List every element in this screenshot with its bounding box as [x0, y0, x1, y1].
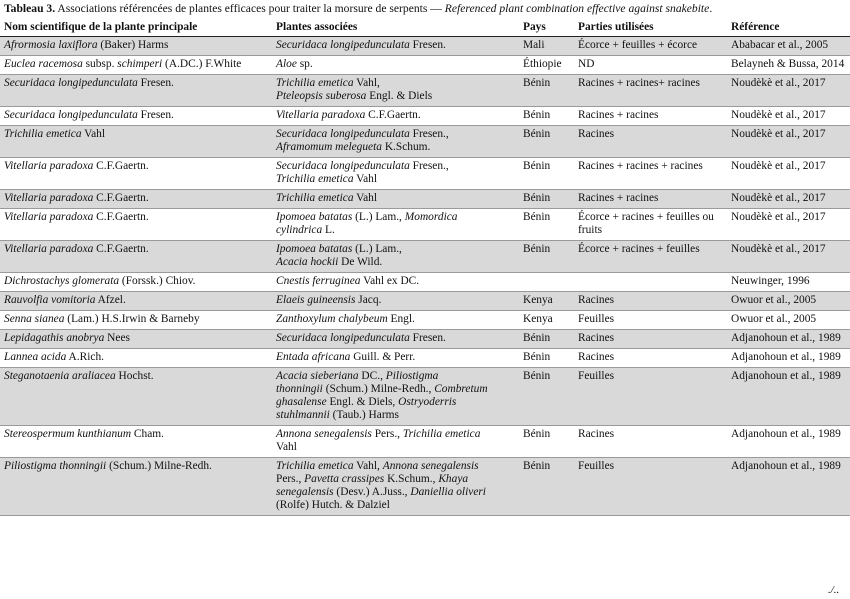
main-plant-cell: [0, 273, 272, 292]
main-plant-cell: [0, 190, 272, 209]
parts-used-cell: Racines + racines: [574, 107, 727, 126]
table-header-row: [0, 19, 850, 37]
scientific-name: Lepidagathis anobrya: [4, 332, 105, 344]
name-text: Engl. & Diels: [366, 90, 433, 102]
table-row: [0, 209, 850, 241]
scientific-name: Stereospermum kunthianum: [4, 428, 132, 440]
reference-cell: Ababacar et al., 2005: [727, 37, 850, 56]
associated-plants-cell: [272, 273, 519, 292]
main-plant-cell: [0, 209, 272, 241]
name-text: Vahl: [276, 441, 297, 453]
name-text: sp.: [296, 58, 313, 70]
table-row: [0, 158, 850, 190]
parts-used-cell: Feuilles: [574, 458, 727, 516]
parts-used-cell: Écorce + racines + feuilles ou fruits: [574, 209, 727, 241]
reference-cell: Adjanohoun et al., 1989: [727, 330, 850, 349]
table-row: [0, 458, 850, 516]
reference-cell: Owuor et al., 2005: [727, 292, 850, 311]
scientific-name: stuhlmannii: [276, 409, 330, 421]
plant-association-table: [0, 19, 850, 516]
scientific-name: Lannea acida: [4, 351, 67, 363]
reference-cell: Noudèkè et al., 2017: [727, 158, 850, 190]
name-text: Jacq.: [355, 294, 382, 306]
scientific-name: Securidaca longipedunculata: [276, 39, 410, 51]
scientific-name: Trichilia emetica: [276, 77, 354, 89]
table-row: [0, 368, 850, 426]
header-reference: Référence: [727, 19, 850, 37]
scientific-name: Annona senegalensis: [382, 460, 479, 472]
associated-plants-cell: [272, 107, 519, 126]
name-text: (A.DC.) F.White: [162, 58, 242, 70]
table-row: [0, 37, 850, 56]
table-row: [0, 330, 850, 349]
country-cell: Bénin: [519, 190, 574, 209]
scientific-name: Vitellaria paradoxa: [4, 160, 94, 172]
table-row: [0, 241, 850, 273]
main-plant-cell: [0, 292, 272, 311]
country-cell: Kenya: [519, 292, 574, 311]
name-text: C.F.Gaertn.: [93, 211, 149, 223]
country-cell: Éthiopie: [519, 56, 574, 75]
scientific-name: Securidaca longipedunculata: [4, 109, 138, 121]
country-cell: Bénin: [519, 209, 574, 241]
scientific-name: ghasalense: [276, 396, 327, 408]
name-text: Fresen.: [137, 109, 174, 121]
name-text: subsp.: [82, 58, 118, 70]
name-text: (Schum.) Milne-Redh.: [106, 460, 212, 472]
country-cell: Bénin: [519, 368, 574, 426]
name-text: (L.) Lam.,: [352, 211, 405, 223]
scientific-name: Securidaca longipedunculata: [4, 77, 138, 89]
name-text: Fresen.: [409, 39, 446, 51]
name-text: Fresen.,: [409, 160, 449, 172]
header-parts-used: Parties utilisées: [574, 19, 727, 37]
name-text: Vahl: [353, 192, 378, 204]
main-plant-cell: [0, 75, 272, 107]
name-text: Guill. & Perr.: [350, 351, 416, 363]
country-cell: Bénin: [519, 75, 574, 107]
name-text: (Schum.) Milne-Redh.,: [322, 383, 435, 395]
name-text: (Rolfe) Hutch. & Dalziel: [276, 499, 390, 511]
scientific-name: Ipomoea batatas: [276, 243, 353, 255]
name-text: C.F.Gaertn.: [93, 192, 149, 204]
parts-used-cell: Racines: [574, 426, 727, 458]
scientific-name: Euclea racemosa: [4, 58, 83, 70]
scientific-name: Momordica: [404, 211, 458, 223]
name-text: Engl.: [387, 313, 415, 325]
scientific-name: Ipomoea batatas: [276, 211, 353, 223]
scientific-name: Elaeis guineensis: [276, 294, 356, 306]
name-text: Pers.,: [371, 428, 403, 440]
reference-cell: Belayneh & Bussa, 2014: [727, 56, 850, 75]
scientific-name: Senna sianea: [4, 313, 65, 325]
associated-plants-cell: [272, 292, 519, 311]
header-main-plant: Nom scientifique de la plante principale: [0, 19, 272, 37]
name-text: Pers.,: [276, 473, 305, 485]
parts-used-cell: Racines + racines: [574, 190, 727, 209]
scientific-name: Entada africana: [276, 351, 351, 363]
table-row: [0, 273, 850, 292]
main-plant-cell: [0, 107, 272, 126]
reference-cell: Noudèkè et al., 2017: [727, 241, 850, 273]
associated-plants-cell: [272, 158, 519, 190]
parts-used-cell: Feuilles: [574, 368, 727, 426]
associated-plants-cell: [272, 426, 519, 458]
reference-cell: Adjanohoun et al., 1989: [727, 368, 850, 426]
name-text: Engl. & Diels,: [326, 396, 399, 408]
country-cell: Bénin: [519, 426, 574, 458]
reference-cell: Noudèkè et al., 2017: [727, 126, 850, 158]
name-text: (Lam.) H.S.Irwin & Barneby: [64, 313, 200, 325]
name-text: C.F.Gaertn.: [93, 160, 149, 172]
country-cell: Bénin: [519, 330, 574, 349]
scientific-name: Securidaca longipedunculata: [276, 160, 410, 172]
country-cell: Bénin: [519, 107, 574, 126]
associated-plants-cell: [272, 75, 519, 107]
scientific-name: Combretum: [434, 383, 488, 395]
associated-plants-cell: [272, 37, 519, 56]
scientific-name: Trichilia emetica: [4, 128, 82, 140]
country-cell: Bénin: [519, 158, 574, 190]
reference-cell: Noudèkè et al., 2017: [727, 190, 850, 209]
table-row: [0, 190, 850, 209]
continuation-mark: ./..: [828, 584, 840, 596]
table-row: [0, 75, 850, 107]
table-caption: [4, 2, 846, 16]
main-plant-cell: [0, 37, 272, 56]
name-text: Vahl: [353, 173, 378, 185]
name-text: (Desv.) A.Juss.,: [333, 486, 411, 498]
scientific-name: schimperi: [117, 58, 163, 70]
name-text: (Baker) Harms: [97, 39, 169, 51]
main-plant-cell: [0, 368, 272, 426]
name-text: (Forssk.) Chiov.: [119, 275, 196, 287]
name-text: DC.,: [358, 370, 386, 382]
associated-plants-cell: [272, 190, 519, 209]
parts-used-cell: Racines: [574, 292, 727, 311]
scientific-name: Khaya: [438, 473, 469, 485]
country-cell: Bénin: [519, 241, 574, 273]
main-plant-cell: [0, 311, 272, 330]
name-text: K.Schum.,: [384, 473, 439, 485]
parts-used-cell: Écorce + feuilles + écorce: [574, 37, 727, 56]
scientific-name: Piliostigma thonningii: [4, 460, 107, 472]
reference-cell: Adjanohoun et al., 1989: [727, 458, 850, 516]
scientific-name: Steganotaenia araliacea: [4, 370, 116, 382]
name-text: (L.) Lam.,: [352, 243, 402, 255]
table-row: [0, 292, 850, 311]
name-text: A.Rich.: [66, 351, 104, 363]
name-text: Hochst.: [115, 370, 154, 382]
scientific-name: Vitellaria paradoxa: [4, 211, 94, 223]
reference-cell: Noudèkè et al., 2017: [727, 75, 850, 107]
scientific-name: Vitellaria paradoxa: [276, 109, 366, 121]
scientific-name: Acacia hockii: [276, 256, 339, 268]
scientific-name: Trichilia emetica: [276, 173, 354, 185]
main-plant-cell: [0, 426, 272, 458]
scientific-name: Dichrostachys glomerata: [4, 275, 120, 287]
associated-plants-cell: [272, 126, 519, 158]
table-row: [0, 126, 850, 158]
scientific-name: Cnestis ferruginea: [276, 275, 361, 287]
scientific-name: Afrormosia laxiflora: [4, 39, 98, 51]
scientific-name: senegalensis: [276, 486, 334, 498]
table-row: [0, 107, 850, 126]
caption-english: Referenced plant combination effective against snakebite: [444, 2, 710, 15]
associated-plants-cell: [272, 56, 519, 75]
scientific-name: Vitellaria paradoxa: [4, 192, 94, 204]
country-cell: Bénin: [519, 458, 574, 516]
parts-used-cell: Racines + racines+ racines: [574, 75, 727, 107]
table-row: [0, 56, 850, 75]
caption-label: Tableau 3.: [4, 2, 56, 15]
reference-cell: Noudèkè et al., 2017: [727, 209, 850, 241]
country-cell: Bénin: [519, 126, 574, 158]
scientific-name: Trichilia emetica: [276, 460, 354, 472]
name-text: Fresen.: [409, 332, 446, 344]
main-plant-cell: [0, 158, 272, 190]
parts-used-cell: Racines + racines + racines: [574, 158, 727, 190]
reference-cell: Neuwinger, 1996: [727, 273, 850, 292]
scientific-name: Daniellia oliveri: [410, 486, 486, 498]
parts-used-cell: [574, 273, 727, 292]
scientific-name: Piliostigma: [385, 370, 439, 382]
name-text: Vahl: [81, 128, 106, 140]
scientific-name: cylindrica: [276, 224, 323, 236]
name-text: Fresen.,: [409, 128, 449, 140]
scientific-name: Aframomum melegueta: [276, 141, 382, 153]
scientific-name: Vitellaria paradoxa: [4, 243, 94, 255]
table-row: [0, 349, 850, 368]
name-text: Vahl,: [353, 77, 380, 89]
associated-plants-cell: [272, 330, 519, 349]
scientific-name: thonningii: [276, 383, 323, 395]
parts-used-cell: Racines: [574, 349, 727, 368]
name-text: Vahl,: [353, 460, 383, 472]
table-row: [0, 311, 850, 330]
associated-plants-cell: [272, 209, 519, 241]
parts-used-cell: Feuilles: [574, 311, 727, 330]
caption-end: .: [709, 2, 713, 15]
main-plant-cell: [0, 56, 272, 75]
associated-plants-cell: [272, 368, 519, 426]
name-text: K.Schum.: [381, 141, 431, 153]
associated-plants-cell: [272, 241, 519, 273]
scientific-name: Aloe: [276, 58, 297, 70]
country-cell: [519, 273, 574, 292]
reference-cell: Noudèkè et al., 2017: [727, 107, 850, 126]
associated-plants-cell: [272, 349, 519, 368]
main-plant-cell: [0, 126, 272, 158]
scientific-name: Securidaca longipedunculata: [276, 332, 410, 344]
scientific-name: Trichilia emetica: [276, 192, 354, 204]
name-text: De Wild.: [338, 256, 383, 268]
main-plant-cell: [0, 330, 272, 349]
table-body: [0, 37, 850, 516]
scientific-name: Acacia sieberiana: [276, 370, 359, 382]
scientific-name: Annona senegalensis: [276, 428, 372, 440]
name-text: (Taub.) Harms: [329, 409, 399, 421]
main-plant-cell: [0, 241, 272, 273]
name-text: Cham.: [131, 428, 164, 440]
reference-cell: Adjanohoun et al., 1989: [727, 349, 850, 368]
header-country: Pays: [519, 19, 574, 37]
name-text: Fresen.: [137, 77, 174, 89]
reference-cell: Owuor et al., 2005: [727, 311, 850, 330]
name-text: Vahl ex DC.: [360, 275, 420, 287]
name-text: C.F.Gaertn.: [93, 243, 149, 255]
table-row: [0, 426, 850, 458]
header-associated-plants: Plantes associées: [272, 19, 519, 37]
associated-plants-cell: [272, 311, 519, 330]
main-plant-cell: [0, 458, 272, 516]
country-cell: Kenya: [519, 311, 574, 330]
scientific-name: Securidaca longipedunculata: [276, 128, 410, 140]
scientific-name: Pavetta crassipes: [304, 473, 385, 485]
name-text: C.F.Gaertn.: [365, 109, 421, 121]
scientific-name: Zanthoxylum chalybeum: [276, 313, 388, 325]
scientific-name: Rauvolfia vomitoria: [4, 294, 96, 306]
name-text: L.: [322, 224, 335, 236]
reference-cell: Adjanohoun et al., 1989: [727, 426, 850, 458]
name-text: Afzel.: [95, 294, 126, 306]
scientific-name: Trichilia emetica: [402, 428, 481, 440]
parts-used-cell: Racines: [574, 126, 727, 158]
caption-french: Associations référencées de plantes efficaces pour traiter la morsure de serpents —: [55, 2, 445, 15]
parts-used-cell: ND: [574, 56, 727, 75]
parts-used-cell: Racines: [574, 330, 727, 349]
scientific-name: Ostryoderris: [398, 396, 457, 408]
scientific-name: Pteleopsis suberosa: [276, 90, 367, 102]
country-cell: Bénin: [519, 349, 574, 368]
country-cell: Mali: [519, 37, 574, 56]
parts-used-cell: Écorce + racines + feuilles: [574, 241, 727, 273]
name-text: Nees: [104, 332, 130, 344]
associated-plants-cell: [272, 458, 519, 516]
main-plant-cell: [0, 349, 272, 368]
